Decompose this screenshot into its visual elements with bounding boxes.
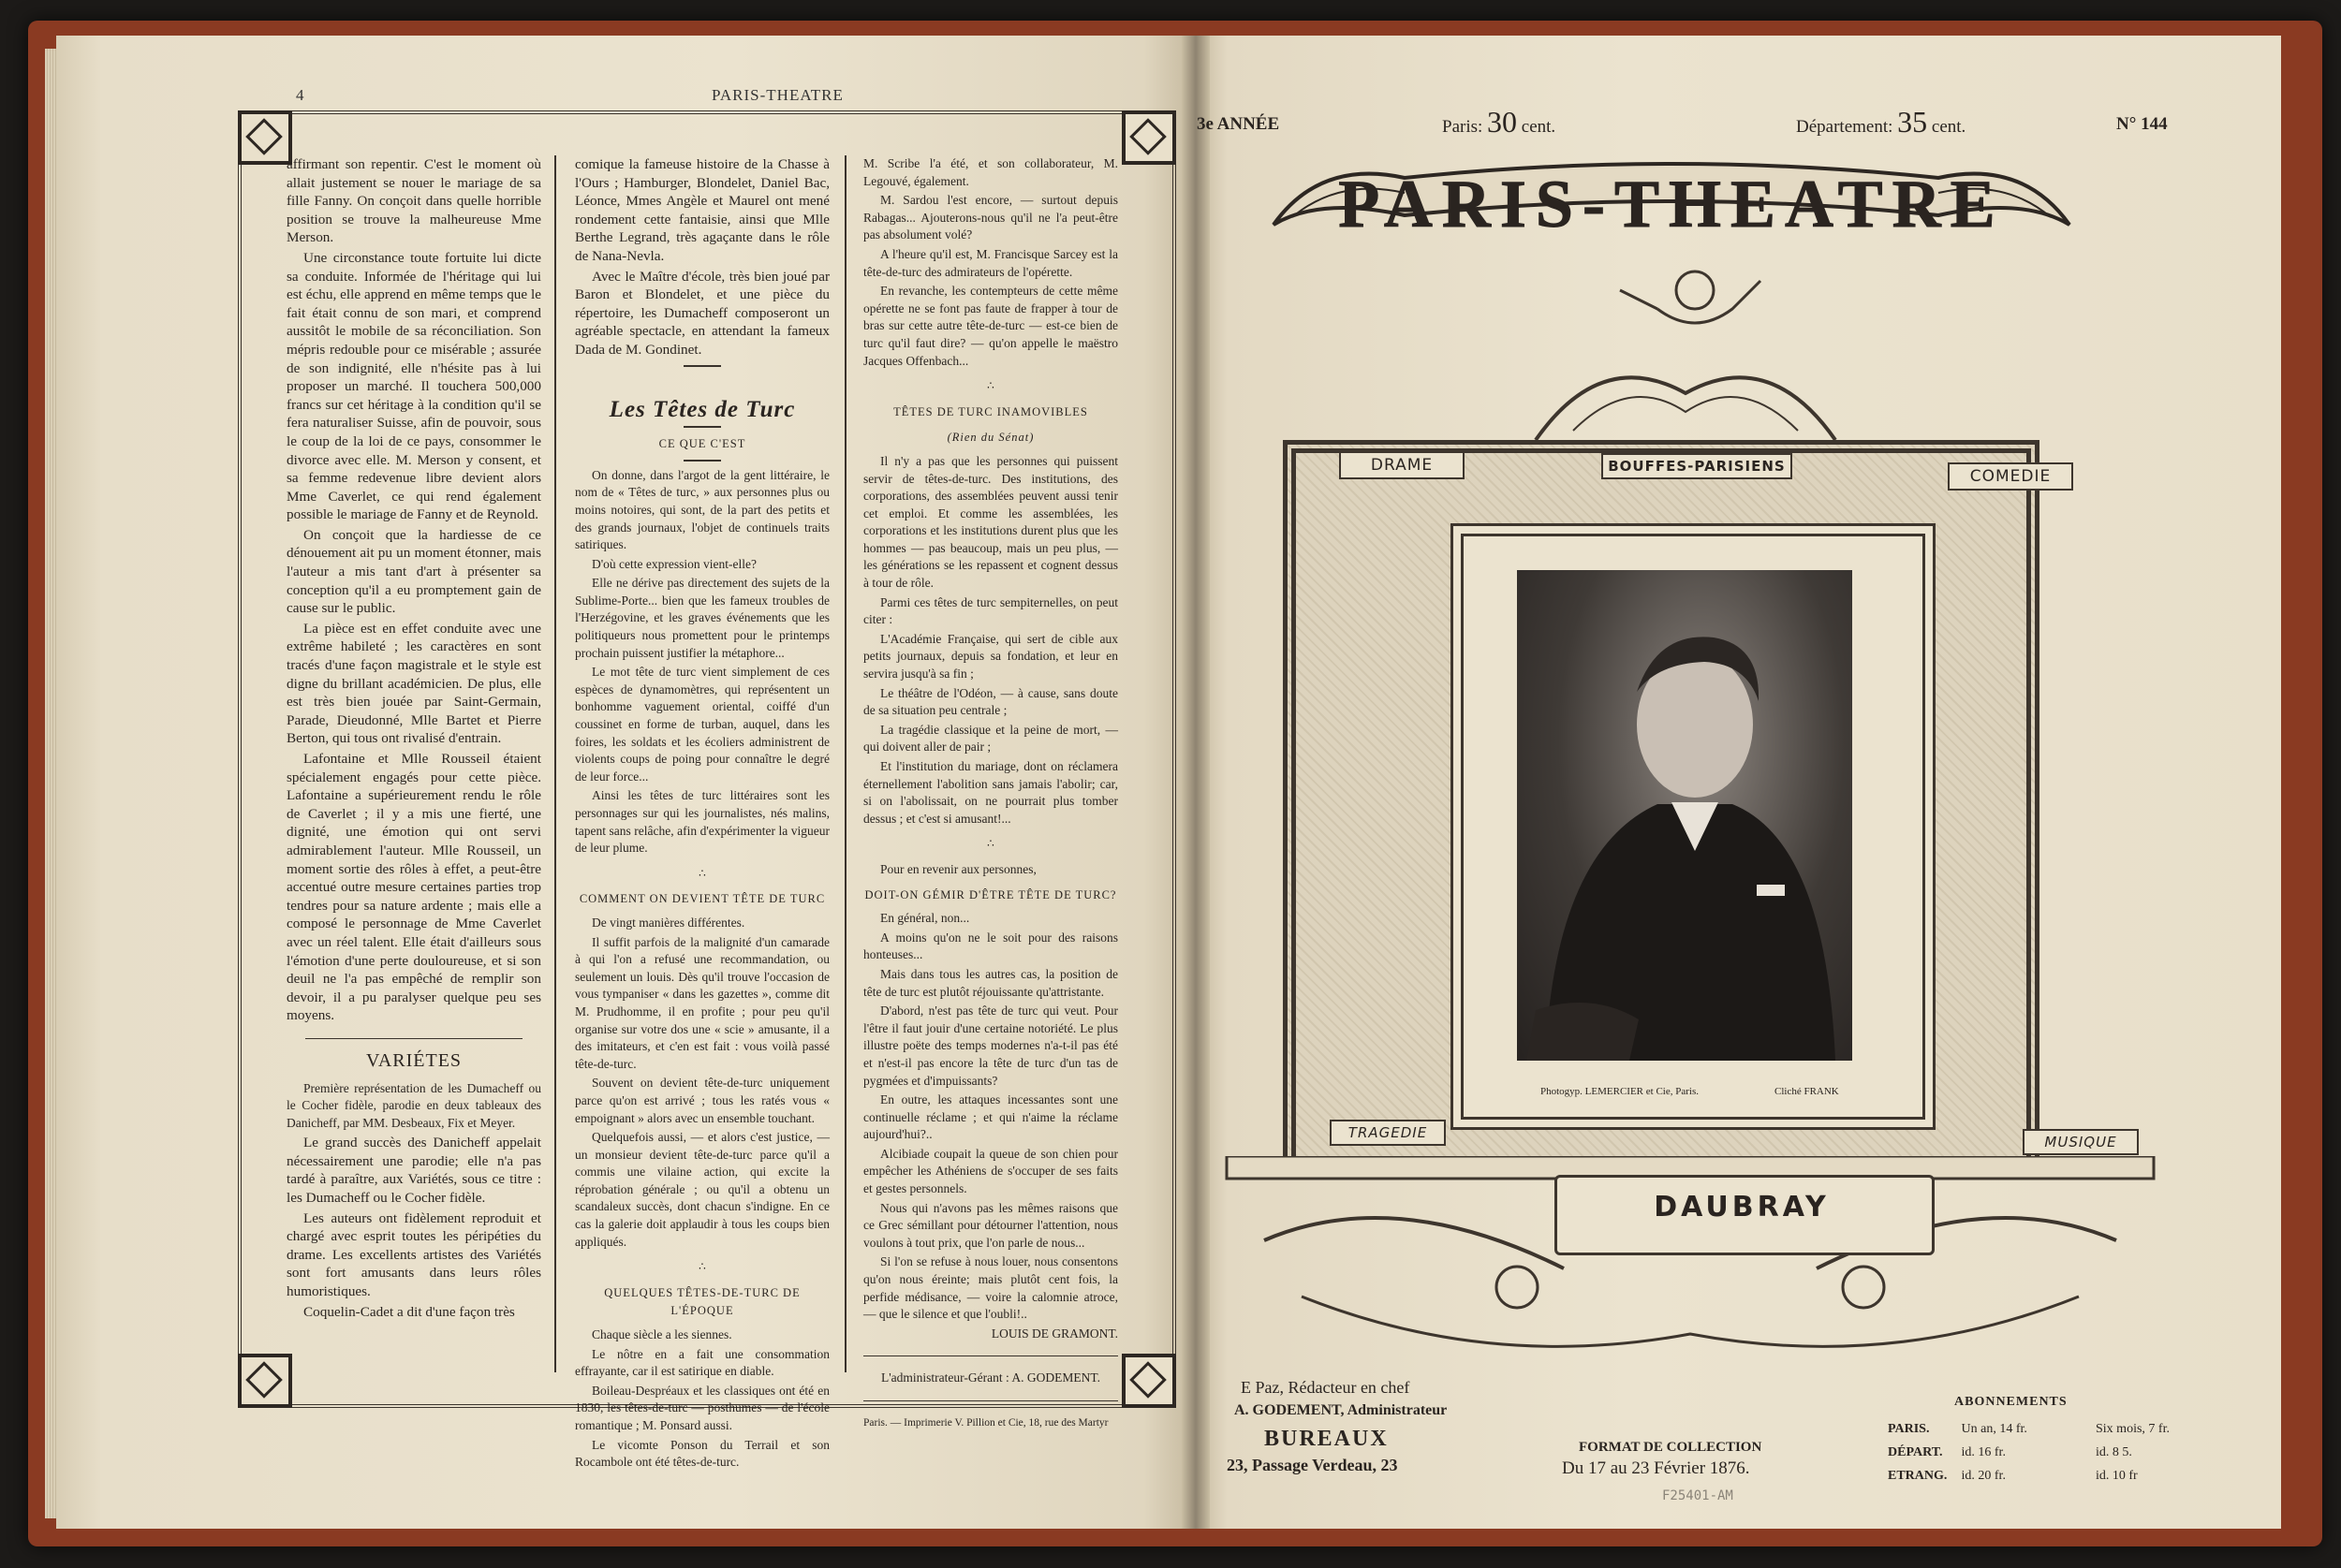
column-1	[287, 155, 541, 1323]
department-price	[1796, 105, 1966, 139]
sub-six: id. 8 5.	[2096, 1445, 2132, 1459]
paragraph: On conçoit que la hardiesse de ce dénouement ait pu un moment étonner, mais l'auteur a mis tant d'art à présenter sa conception qu'il a eu promptement gain de cause sur le public.	[287, 526, 541, 617]
dept-price-unit: cent.	[1931, 117, 1966, 137]
paragraph: Si l'on se refuse à nous louer, nous consentons qu'on nous éreinte; mais plutôt cent fois, la perfide médisance, — voire la calomnie atroce, — que le silence et que l'oubli!..	[863, 1254, 1118, 1322]
paragraph: Elle ne dérive pas directement des sujets de la Sublime-Porte... bien que les fameux troubles de l'Herzégovine, et les graves événements que les politiqueurs nous promettent pour le printemps prochain puissent justifier la métaphore...	[575, 576, 830, 660]
subhead: COMMENT ON DEVIENT TÊTE DE TURC	[579, 892, 826, 906]
printer-line: Paris. — Imprimerie V. Pillion et Cie, 18, rue des Martyr	[863, 1417, 1109, 1429]
paragraph: comique la fameuse histoire de la Chasse à l'Ours ; Hamburger, Blondelet, Daniel Bac, Léonce, Mmes Angèle et Maurel ont mené rondement cette fantaisie, ainsi que Mlle Berthe Legrand, très agaçante dans le rôle de Nana-Nevla.	[575, 156, 830, 264]
administrator-credit: A. GODEMENT, Administrateur	[1234, 1402, 1448, 1418]
format-label: FORMAT DE COLLECTION	[1579, 1440, 1762, 1455]
archive-mark: F25401-AM	[1662, 1488, 1733, 1503]
paragraph: L'Académie Française, qui sert de cible aux petits journaux, depuis sa fondation, et leur en servira jusqu'à sa fin ;	[863, 631, 1118, 681]
label-tragedie: TRAGEDIE	[1330, 1120, 1446, 1146]
arm	[1526, 1003, 1639, 1061]
paris-price-value: 30	[1487, 105, 1518, 139]
sub-place: PARIS.	[1888, 1422, 1930, 1436]
photo-credit-left: Photogyp. LEMERCIER et Cie, Paris.	[1540, 1086, 1699, 1097]
year-label: 3e ANNÉE	[1197, 114, 1280, 134]
article-title: Les Têtes de Turc	[609, 396, 796, 422]
paragraph: La tragédie classique et la peine de mort, — qui doivent aller de pair ;	[863, 722, 1118, 755]
sub-year: id. 20 fr.	[1961, 1469, 2006, 1483]
paragraph: affirmant son repentir. C'est le moment où allait justement se nouer le mariage de sa fille Fanny. On conçoit dans quelle horrible position se trouve la malheureuse Mme Merson.	[287, 156, 541, 246]
paragraph: En général, non...	[880, 911, 970, 926]
column-rule-1	[554, 155, 556, 1372]
subscription-row	[1888, 1445, 2234, 1460]
paragraph: M. Sardou l'est encore, — surtout depuis Rabagas... Ajouterons-nous qu'il ne l'a peut-être pas absolument volé?	[863, 193, 1118, 242]
paragraph: Première représentation de les Dumacheff ou le Cocher fidèle, parodie en deux tableaux des Danicheff, par MM. Desbeaux, Fix et Meyer.	[287, 1080, 541, 1130]
corner-ornament-tl	[238, 110, 292, 165]
portrait-photo	[1517, 570, 1852, 1061]
column-rule-2	[845, 155, 847, 1372]
actor-name: DAUBRAY	[1654, 1191, 1830, 1224]
portrait-figure	[1517, 570, 1852, 1061]
administrator-line: L'administrateur-Gérant : A. GODEMENT.	[881, 1370, 1100, 1385]
divider	[305, 1038, 522, 1039]
column-2	[575, 155, 830, 1473]
paragraph: Le vicomte Ponson du Terrail et son Rocambole ont été têtes-de-turc.	[575, 1437, 830, 1470]
subscription-row	[1888, 1422, 2234, 1437]
abonnements-title: ABONNEMENTS	[1954, 1395, 2068, 1409]
paragraph: Parmi ces têtes de turc sempiternelles, on peut citer :	[863, 594, 1118, 627]
label-drame: DRAME	[1339, 451, 1465, 479]
paris-label: Paris:	[1442, 117, 1483, 137]
bureaux-address: 23, Passage Verdeau, 23	[1227, 1456, 1398, 1474]
paragraph: De vingt manières différentes.	[592, 915, 745, 930]
paragraph: Chaque siècle a les siennes.	[592, 1327, 732, 1342]
dots-ornament: ∴	[987, 837, 994, 851]
paragraph: Les auteurs ont fidèlement reproduit et chargé avec esprit toutes les péripéties du drame. Les excellents artistes des Variétés sont fort amusants dans leurs rôles humoristiques.	[287, 1209, 541, 1300]
label-theatre: BOUFFES-PARISIENS	[1601, 453, 1792, 479]
sub-place: DÉPART.	[1888, 1445, 1943, 1459]
subhead: DOIT-ON GÉMIR D'ÊTRE TÊTE DE TURC?	[864, 887, 1117, 901]
divider	[863, 1400, 1118, 1401]
paris-price	[1442, 105, 1555, 139]
label-musique: MUSIQUE	[2023, 1129, 2139, 1155]
corner-ornament-br	[1122, 1354, 1176, 1408]
subscription-row	[1888, 1469, 2234, 1484]
paragraph: Le théâtre de l'Odéon, — à cause, sans doute de sa situation peu centrale ;	[863, 685, 1118, 718]
pocket-handkerchief	[1757, 885, 1785, 896]
paragraph: Et l'institution du mariage, dont on réclamera éternellement l'abolition sans jamais l'abolir; car, si on l'abolissait, on ne pourrait plus tomber dessus ; et c'est si amusant!...	[863, 759, 1118, 826]
section-title-varietes: VARIÉTES	[365, 1049, 463, 1071]
dots-ornament: ∴	[699, 1260, 706, 1274]
column-3	[863, 155, 1118, 1432]
subhead: TÊTES DE TURC INAMOVIBLES	[893, 404, 1088, 418]
subhead-italic: (Rien du Sénat)	[947, 431, 1035, 445]
paragraph: On donne, dans l'argot de la gent littéraire, le nom de « Têtes de turc, » aux personnes plus ou moins notoires, qui sont, de la part des petits et des grands journaux, l'objet de continuels traits satiriques.	[575, 467, 830, 552]
masthead-title: PARIS-THEATRE	[1338, 167, 2005, 242]
sub-six: Six mois, 7 fr.	[2096, 1422, 2170, 1436]
subhead: QUELQUES TÊTES-DE-TURC DE L'ÉPOQUE	[604, 1285, 801, 1318]
dots-ornament: ∴	[699, 866, 706, 880]
paragraph: A l'heure qu'il est, M. Francisque Sarcey est la tête-de-turc des admirateurs de l'opérette.	[863, 246, 1118, 279]
cherub-ornament	[1517, 253, 1854, 449]
dots-ornament: ∴	[987, 379, 994, 393]
paragraph: A moins qu'on ne le soit pour des raisons honteuses...	[863, 930, 1118, 962]
paragraph: D'où cette expression vient-elle?	[592, 556, 757, 571]
sub-place: ETRANG.	[1888, 1469, 1948, 1483]
paragraph: Souvent on devient tête-de-turc uniquement parce qu'on est arrivé ; tous les ratés vous « empoignant » alors avec un ensemble touchant.	[575, 1076, 830, 1125]
divider	[684, 460, 721, 462]
paris-price-unit: cent.	[1521, 117, 1556, 137]
bureaux-label: BUREAUX	[1264, 1427, 1389, 1451]
paragraph: Une circonstance toute fortuite lui dicte sa conduite. Informée de l'héritage qui lui est échu, elle apprend en même temps que le fait était connu de son mari, et comprend aussitôt le mobile de sa réconciliation. Son mépris redouble pour ce misérable ; assurée de son indignité, elle n'hésite pas à lui proposer un marché. Il touchera 500,000 francs sur cet héritage à la condition qu'il se fera naturaliser Suisse, afin de pouvoir, sous le coup de la loi de ce pays, consommer le divorce avec elle. M. Merson y consent, et sa femme redevenue libre devient alors Mme Caverlet, ce qui rend également possible le mariage de Fanny et de Reynold.	[287, 249, 541, 523]
paragraph: Ainsi les têtes de turc littéraires sont les personnages sur qui les journalistes, nés malins, tapent sans relâche, afin d'expérimenter la vigueur de leur plume.	[575, 788, 830, 856]
editor-line: E Paz, Rédacteur en chef	[1241, 1378, 1410, 1397]
paragraph: Il suffit parfois de la malignité d'un camarade à qui l'on a refusé une recommandation, ou seulement un louis. Dès qu'il trouve l'occasion de vous tympaniser « dans les gazettes », comme dit M. Prudhomme, il en profite ; pour peu qu'il organise sur votre dos une « scie » amusante, il a des imitateurs, et c'en est fait : vous voilà passé tête-de-turc.	[575, 934, 830, 1071]
paragraph: Le mot tête de turc vient simplement de ces espèces de dynamomètres, qui représentent un bonhomme vaguement oriental, coiffé d'un coussinet en forme de turban, auquel, dans les foires, les soldats et les écoliers administrent de violents coups de poing pour connaître le degré de leur force...	[575, 665, 830, 784]
paragraph: La pièce est en effet conduite avec une extrême habileté ; les caractères en sont tracés d'une façon magistrale et le style est digne du brillant académicien. De plus, elle est très bien jouée par Saint-Germain, Parade, Dieudonné, Mlle Bartet et Pierre Berton, qui tous ont rivalisé d'entrain.	[287, 620, 541, 747]
masthead-banner	[1264, 140, 2079, 262]
paragraph: Lafontaine et Mlle Rousseil étaient spécialement engagés pour cette pièce. Lafontaine a supérieurement rendu le rôle de Caverlet ; il y a mis une fierté, une dignité, une émotion qui ont servi admirablement l'auteur. Mlle Rousseil, un moment sortie des rôles à effet, a peut-être accentué outre mesure certaines parties trop tendres pour sa nature ardente ; mais elle a composé le personnage de Mme Caverlet avec un réel talent. Elle était d'ailleurs sous l'émotion d'une perte douloureuse, et si son deuil ne l'a pas empêché de remplir son devoir, il a pu paralyser quelque peu ses moyens.	[287, 751, 541, 1024]
issue-number: N° 144	[2116, 114, 2168, 134]
issue-dates: Du 17 au 23 Février 1876.	[1562, 1458, 1750, 1478]
page-number: 4	[296, 86, 305, 104]
signature: LOUIS DE GRAMONT.	[991, 1326, 1118, 1341]
dept-label: Département:	[1796, 117, 1893, 137]
photo-credit-right: Cliché FRANK	[1774, 1086, 1839, 1097]
paragraph: Il n'y a pas que les personnes qui puissent servir de têtes-de-turc. Des institutions, des corporations, des assemblées peuvent aussi tenir cet emploi. Et comme les assemblées, les corporations et les institutions durent plus que les hommes — pas beaucoup, mais un peu plus, — les générations se les repassent et cognent dessus à tour de rôle.	[863, 453, 1118, 591]
book-gutter	[1182, 36, 1210, 1529]
paragraph: Mais dans tous les autres cas, la position de tête de turc est plutôt réjouissante qu'attristante.	[863, 966, 1118, 999]
running-head: PARIS-THEATRE	[712, 86, 844, 104]
paragraph: Quelquefois aussi, — et alors c'est justice, — un monsieur devient tête-de-turc parce qu'il a commis une vilaine action, qui excite la réprobation générale ; ou qu'il a obtenu un scandaleux succès, dont chacun s'indigne. En ce cas la galerie doit applaudir à tous les coups bien appliqués.	[575, 1130, 830, 1249]
paragraph: Alcibiade coupait la queue de son chien pour empêcher les Athéniens de s'occuper de ses faits et gestes personnels.	[863, 1146, 1118, 1196]
corner-ornament-bl	[238, 1354, 292, 1408]
paragraph: Boileau-Despréaux et les classiques ont été en 1830, les têtes-de-turc — posthumes — de l'école romantique ; M. Ponsard aussi.	[575, 1383, 830, 1432]
paragraph: D'abord, n'est pas tête de turc qui veut. Pour l'être il faut jouir d'une certaine notoriété. Le plus illustre poëte des temps modernes n'a-t-il pas été et n'est-il pas encore la tête de turc d'un tas de pygmées et d'impuissants?	[863, 1004, 1118, 1088]
dept-price-value: 35	[1897, 105, 1928, 139]
label-comedie: COMEDIE	[1948, 462, 2073, 491]
paragraph: Coquelin-Cadet a dit d'une façon très	[303, 1303, 515, 1320]
corner-ornament-tr	[1122, 110, 1176, 165]
paragraph: Le nôtre en a fait une consommation effrayante, car il est satirique en diable.	[575, 1346, 830, 1379]
paragraph: M. Scribe l'a été, et son collaborateur, M. Legouvé, également.	[863, 156, 1118, 188]
divider	[684, 426, 721, 428]
paragraph: Nous qui n'avons pas les mêmes raisons que ce Grec sémillant pour détourner l'attention, nous voulons à tout prix, que l'on parle de nous...	[863, 1200, 1118, 1250]
sub-six: id. 10 fr	[2096, 1469, 2138, 1483]
paragraph: Avec le Maître d'école, très bien joué par Baron et Blondelet, et une pièce du répertoire, les Dumacheff composeront un agréable spectacle, en attendant la fameux Dada de M. Gondinet.	[575, 268, 830, 358]
sub-year: Un an, 14 fr.	[1961, 1422, 2027, 1436]
paragraph: En revanche, les contempteurs de cette même opérette ne se font pas faute de frapper à tour de bras sur cette autre tête-de-turc — est-ce bien de turc qu'il faut dire? — qu'on appelle le maëstro Jacques Offenbach...	[863, 284, 1118, 368]
paragraph: Le grand succès des Danicheff appelait nécessairement une parodie; elle n'a pas tardé à paraître, aux Variétés, sous ce titre : les Dumacheff ou le Cocher fidèle.	[287, 1135, 541, 1207]
subhead: CE QUE C'EST	[658, 437, 746, 451]
paragraph: En outre, les attaques incessantes sont une continuelle réclame ; et qui n'aime la réclame aujourd'hui?..	[863, 1092, 1118, 1142]
sub-year: id. 16 fr.	[1961, 1445, 2006, 1459]
divider	[684, 365, 721, 367]
paragraph: Pour en revenir aux personnes,	[880, 861, 1037, 876]
